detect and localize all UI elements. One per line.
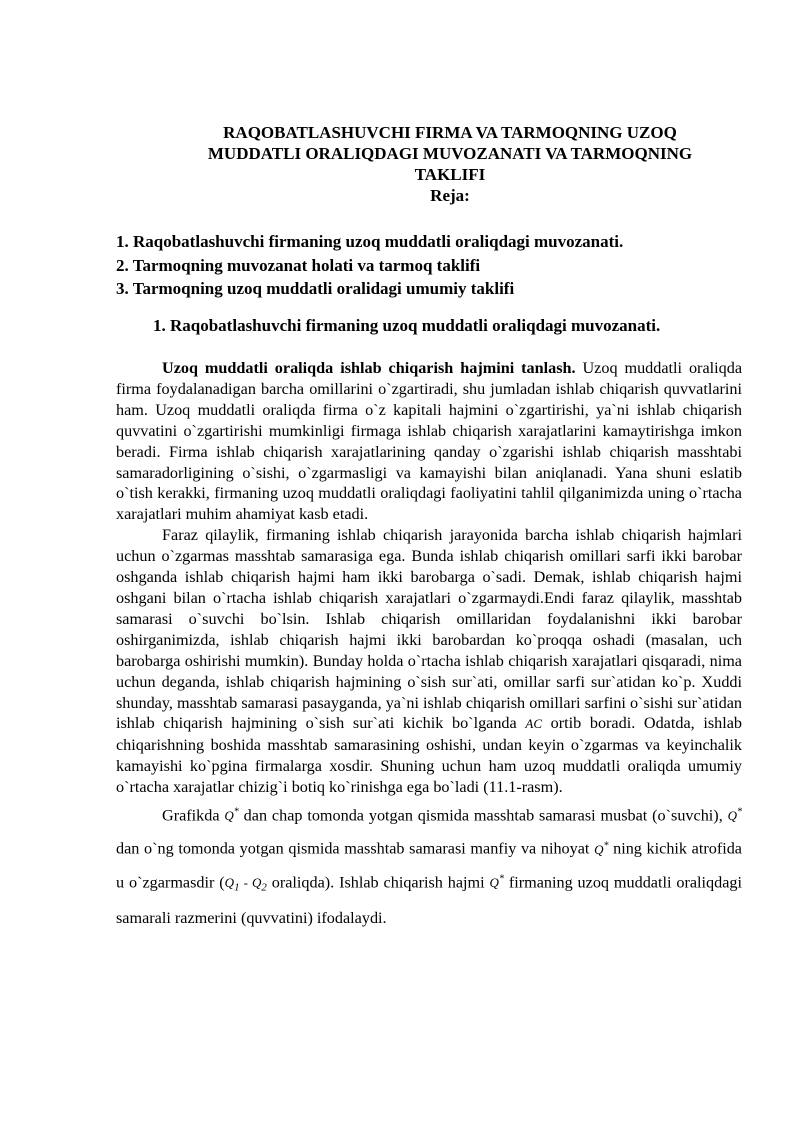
title-line-2: MUDDATLI ORALIQDAGI MUVOZANATI VA TARMOQNING <box>207 144 693 163</box>
paragraph-1-lead: Uzoq muddatli oraliqda ishlab chiqarish hajmini tanlash. <box>162 359 576 377</box>
q-symbol: Q <box>727 808 738 824</box>
q1-subscript: 1 <box>234 881 240 894</box>
math-q-star-1 <box>224 808 238 823</box>
paragraph-3-part-2: dan chap tomonda yotgan qismida masshtab samarasi musbat (o`suvchi), <box>238 806 728 825</box>
paragraph-2 <box>116 525 742 798</box>
q1-symbol: Q <box>224 875 235 891</box>
paragraph-3 <box>116 798 742 933</box>
paragraph-2-tail: ortib boradi. Odatda, ishlab chiqarishning boshida masshtab samarasining oshishi, undan keyin o`zgarmas va keyinchalik kamayishi ko`pgina firmalarga xosdir. Shuning uchun ham uzoq muddatli oraliqda umumiy o`rtacha xarajatlar chizig`i botiq ko`rinishga ega bo`ladi (11.1-rasm). <box>116 714 743 797</box>
paragraph-1-text: Uzoq muddatli oraliqda firma foydalanadigan barcha omillarini o`zgartiradi, shu jumladan ishlab chiqarish quvvatlarini ham. Uzoq muddatli oraliqda firma o`z kapitali hajmini o`zgartirishi, ya`ni ishlab chiqarish quvvatini o`zgartirishi mumkinligi firmaga ishlab chiqarish xarajatlarini kamaytirishga imkon beradi. Firma ishlab chiqarish xarajatlarining qanday o`zgarishi ishlab chiqarish masshtabi samaradorligining o`sishi, o`zgarmasligi va kamayishi bilan aniqlanadi. Yana shuni eslatib o`tish kerakki, firmaning uzoq muddatli oraliqdagi faoliyatini tahlil qilganimizda uning o`rtacha xarajatlari muhim ahamiyat kasb etadi. <box>116 359 743 524</box>
plan-item-2: 2. Tarmoqning muvozanat holati va tarmoq taklifi <box>116 255 481 275</box>
q-dash: - <box>239 875 253 891</box>
paragraph-3-part-4: ning kichik atrofida u o`zgarmasdir ( <box>116 839 742 892</box>
body-text <box>116 358 742 933</box>
paragraph-3-part-3: dan o`ng tomonda yotgan qismida masshtab samarasi manfiy va nihoyat <box>116 839 595 858</box>
paragraph-3-part-5: oraliqda). Ishlab chiqarish hajmi <box>266 873 490 892</box>
star-superscript: * <box>603 840 609 852</box>
title-line-1: RAQOBATLASHUVCHI FIRMA VA TARMOQNING UZOQ <box>223 123 677 142</box>
paragraph-3-part-6: firmaning uzoq muddatli oraliqdagi samarali razmerini (quvvatini) ifodalaydi. <box>116 873 742 927</box>
math-q-star-2 <box>728 808 742 823</box>
star-superscript: * <box>737 807 743 819</box>
paragraph-1 <box>116 358 742 525</box>
plan-heading: Reja: <box>430 186 470 205</box>
section-heading: 1. Raqobatlashuvchi firmaning uzoq muddatli oraliqdagi muvozanati. <box>153 316 661 335</box>
q-symbol: Q <box>594 841 604 857</box>
paragraph-2-text: Faraz qilaylik, firmaning ishlab chiqarish jarayonida barcha ishlab chiqarish hajmlari uchun o`zgarmas masshtab samarasiga ega. Bunda ishlab chiqarish omillari sarfi ikki barobar oshganda ishlab chiqarish hajmi ham ikki barobarga o`sadi. Demak, ishlab chiqarish hajmi oshgani bilan o`rtacha ishlab chiqarish xarajatlari o`zgarmaydi.Endi faraz qilaylik, masshtab samarasi o`suvchi bo`lsin. Ishlab chiqarish omillaridan foydalanishni ikki barobar oshirganimizda, ishlab chiqarish hajmi ikki barobardan ko`proqqa oshadi (masalan, uch barobarga oshirishi mumkin). Bunday holda o`rtacha ishlab chiqarish xarajatlari qisqaradi, nima uchun deganda, ishlab chiqarish hajmining o`sish sur`ati, omillar sarfi sur`atidan ko`p. Xuddi shunday, masshtab samarasi pasayganda, ya`ni ishlab chiqarish omillari sarfini o`sishi sur`atidan ishlab chiqarish hajmining o`sish sur`ati kichik bo`lganda <box>116 526 742 733</box>
math-q1-q2 <box>224 875 267 894</box>
plan-list <box>116 230 623 301</box>
math-q-star-3 <box>594 842 608 857</box>
title-line-3: TAKLIFI <box>414 165 486 184</box>
paragraph-3-part-1: Grafikda <box>162 806 225 825</box>
plan-item-1: 1. Raqobatlashuvchi firmaning uzoq muddatli oraliqdagi muvozanati. <box>116 232 624 251</box>
document-title <box>150 122 750 206</box>
star-superscript: * <box>498 873 504 885</box>
plan-item-3: 3. Tarmoqning uzoq muddatli oralidagi umumiy taklifi <box>116 279 515 298</box>
star-superscript: * <box>233 807 239 819</box>
math-q-star-4 <box>490 875 504 890</box>
q2-symbol: Q <box>252 875 262 891</box>
q2-subscript: 2 <box>261 881 267 894</box>
math-ac: AC <box>525 716 542 732</box>
q-symbol: Q <box>489 875 499 891</box>
q-symbol: Q <box>224 808 234 824</box>
